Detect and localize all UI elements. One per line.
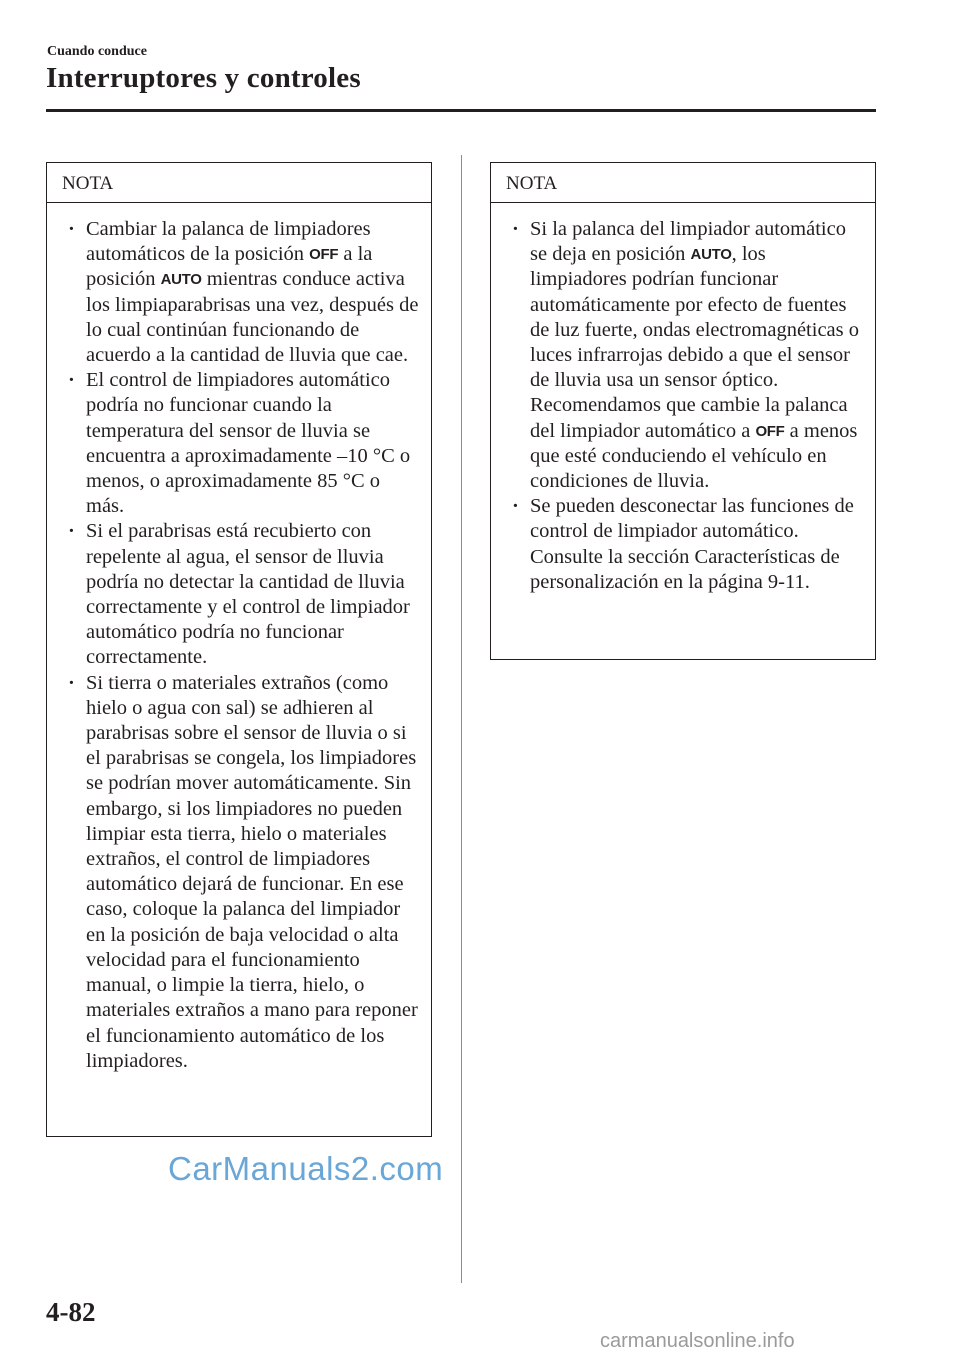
note-item: · Si tierra o materiales extraños (como hielo o agua con sal) se adhieren al parabrisas sobre el sensor de lluvia o si el parabrisas se congela, los limpiadores se podrían mover automáticamente. Sin embargo, si los limpiadores no pueden limpiar esta tierra, hielo o materiales extraños, el control de limpiadores automático dejará de funcionar. En ese caso, coloque la palanca del limpiador en la posición de baja velocidad o alta velocidad para el funcionamiento manual, o limpie la tierra, hielo, o materiales extraños a mano para reponer el funcionamiento automático de los limpiadores. xyxy=(62,671,423,1074)
page-number: 4-82 xyxy=(46,1297,96,1327)
note-text: a la posición xyxy=(86,243,373,291)
watermark-logo: CarManuals2.com xyxy=(168,1150,444,1187)
header-rule xyxy=(46,109,876,112)
note-text: a menos que esté conduciendo el vehículo en condiciones de lluvia. xyxy=(530,419,858,493)
note-item xyxy=(506,217,867,494)
section-label: Cuando conduce xyxy=(47,44,147,59)
auto-badge: AUTO xyxy=(160,271,202,289)
note-heading: NOTA xyxy=(47,163,431,203)
auto-badge: AUTO xyxy=(690,246,732,264)
column-divider xyxy=(461,155,462,1283)
off-badge: OFF xyxy=(755,422,785,440)
note-text: mientras conduce activa los limpiaparabrisas una vez, después de lo cual continúan funcionando de acuerdo a la cantidad de lluvia que cae. xyxy=(86,268,419,367)
note-text: Si la palanca del limpiador automático se deja en posición xyxy=(530,218,846,266)
note-item: · El control de limpiadores automático podría no funcionar cuando la temperatura del sensor de lluvia se encuentra a aproximadamente –10 °C o menos, o aproximadamente 85 °C o más. xyxy=(62,368,423,519)
off-badge: OFF xyxy=(309,246,339,264)
note-box-left xyxy=(46,162,432,1137)
note-box-right xyxy=(490,162,876,660)
note-text: Cambiar la palanca de limpiadores automáticos de la posición xyxy=(86,218,371,266)
watermark-footer: carmanualsonline.info xyxy=(600,1330,795,1352)
note-heading: NOTA xyxy=(491,163,875,203)
page-title: Interruptores y controles xyxy=(46,62,361,94)
note-item xyxy=(62,217,423,368)
note-item: · Se pueden desconectar las funciones de control de limpiador automático. Consulte la sección Características de personalización en la página 9-11. xyxy=(506,494,867,595)
note-list xyxy=(491,203,875,595)
note-item: · Si el parabrisas está recubierto con repelente al agua, el sensor de lluvia podría no detectar la cantidad de lluvia correctamente y el control de limpiador automático podría no funcionar correctamente. xyxy=(62,519,423,670)
note-list xyxy=(47,203,431,1074)
note-text: , los limpiadores podrían funcionar automáticamente por efecto de fuentes de luz fuerte, ondas electromagnéticas o luces infrarrojas debido a que el sensor de lluvia usa un sensor óptico. Recomendamos que cambie la palanca del limpiador automático a xyxy=(530,243,859,442)
